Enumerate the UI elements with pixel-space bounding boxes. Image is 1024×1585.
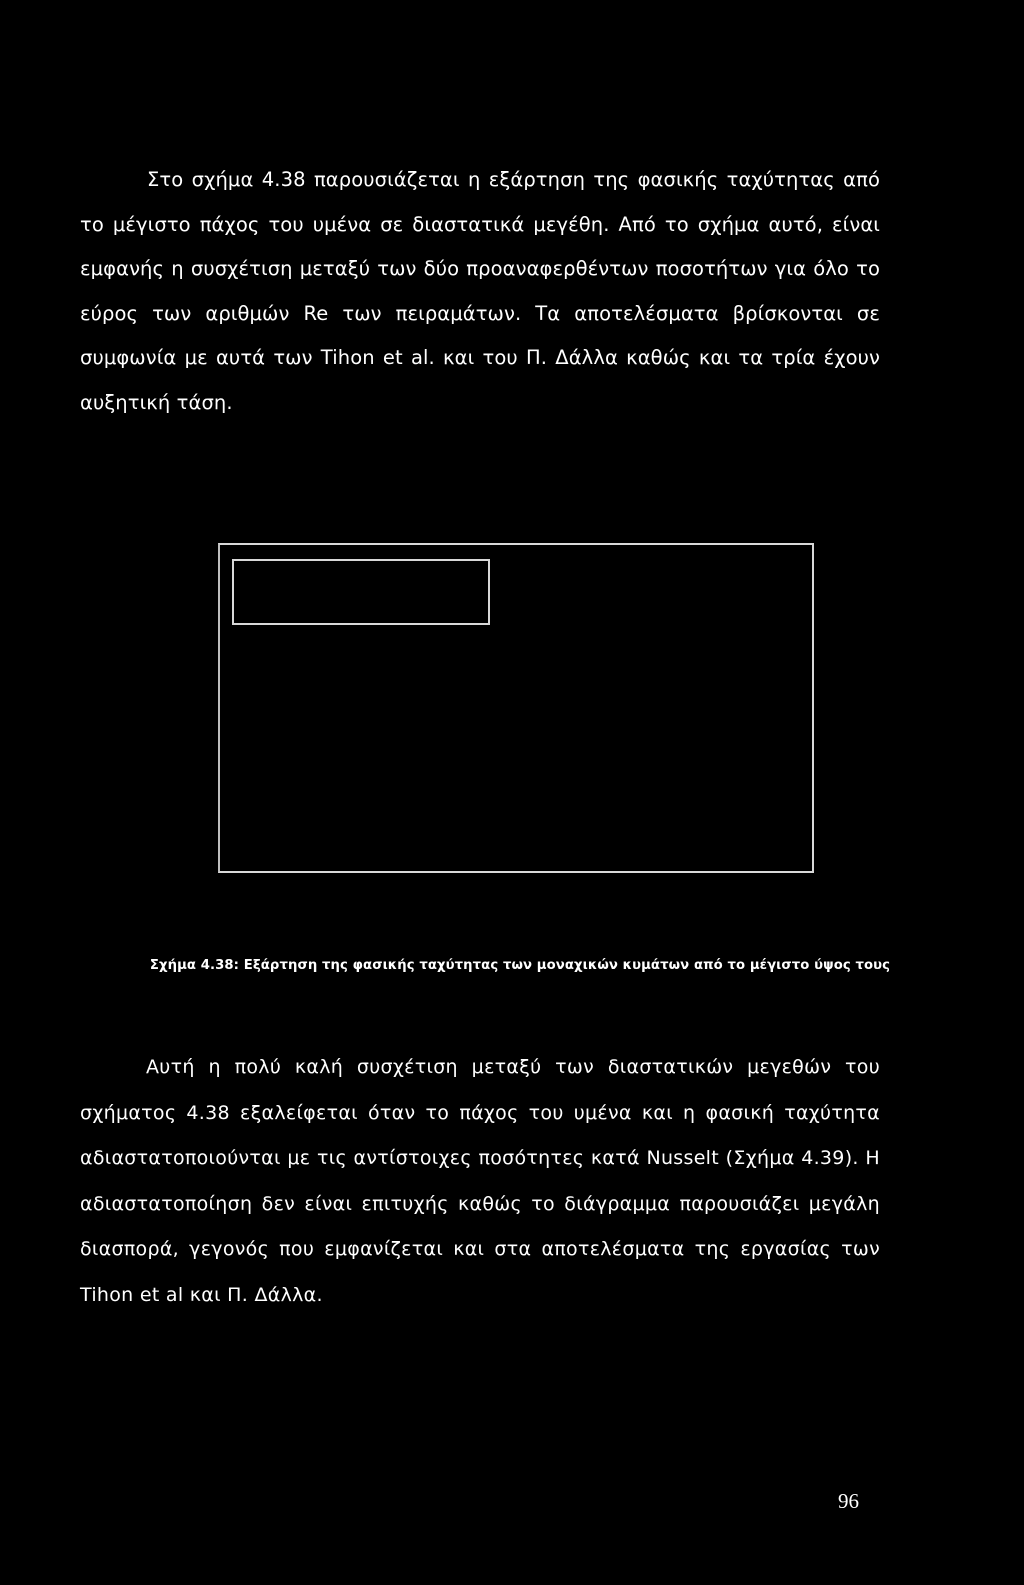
page-number: 96 (838, 1489, 859, 1513)
figure-caption: Σχήμα 4.38: Εξάρτηση της φασικής ταχύτητας των μοναχικών κυμάτων από το μέγιστο ύψος τους (149, 958, 891, 973)
body-paragraph-2: Αυτή η πολύ καλή συσχέτιση μεταξύ των διαστατικών μεγεθών του σχήματος 4.38 εξαλείφεται όταν το πάχος του υμένα και η φασική ταχύτητα αδιαστατοποιούνται με τις αντίστοιχες ποσότητες κατά Nusselt (Σχήμα 4.39). Η αδιαστατοποίηση δεν είναι επιτυχής καθώς το διάγραμμα παρουσιάζει μεγάλη διασπορά, γεγονός που εμφανίζεται και στα αποτελέσματα της εργασίας των Tihon et al και Π. Δάλλα. (80, 1056, 880, 1306)
body-paragraph-1: Στο σχήμα 4.38 παρουσιάζεται η εξάρτηση της φασικής ταχύτητας από το μέγιστο πάχος του υμένα σε διαστατικά μεγέθη. Από το σχήμα αυτό, είναι εμφανής η συσχέτιση μεταξύ των δύο προαναφερθέντων ποσοτήτων για όλο το εύρος των αριθμών Re των πειραμάτων. Τα αποτελέσματα βρίσκονται σε συμφωνία με αυτά των Tihon et al. και του Π. Δάλλα καθώς και τα τρία έχουν αυξητική τάση. (80, 168, 880, 414)
figure-legend-box (232, 559, 490, 625)
figure-placeholder (218, 543, 814, 873)
